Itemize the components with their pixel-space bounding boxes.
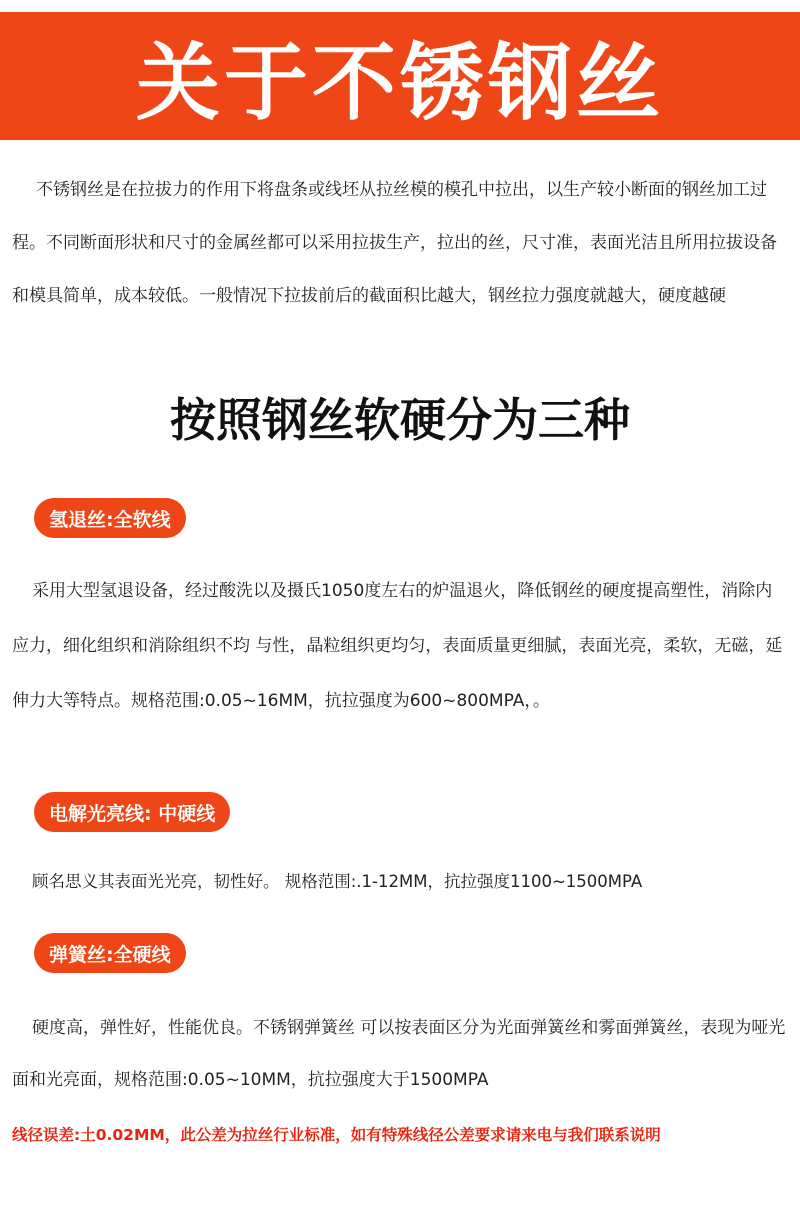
tolerance-note: 线径误差:土0.02MM，此公差为拉丝行业标准，如有特殊线径公差要求请来电与我们联系说明 (12, 1126, 661, 1144)
hydrogen-annealed-description: 采用大型氢退设备，经过酸洗以及摄氏1050度左右的炉温退火，降低钢丝的硬度提高塑性，消除内应力，细化组织和消除组织不均 与性，晶粒组织更均匀，表面质量更细腻，表面光亮，柔软，无磁，延伸力大等特点。规格范围:0.05~16MM，抗拉强度为600~800MPA，。 (12, 581, 783, 711)
section-heading: 按照钢丝软硬分为三种 (170, 393, 630, 447)
tag-spring-wire: 弹簧丝:全硬线 (34, 933, 186, 973)
title-banner (0, 12, 800, 140)
intro-paragraph: 不锈钢丝是在拉拔力的作用下将盘条或线坯从拉丝模的模孔中拉出，以生产较小断面的钢丝加工过程。不同断面形状和尺寸的金属丝都可以采用拉拔生产，拉出的丝，尺寸准，表面光洁且所用拉拔设备和模具简单，成本较低。一般情况下拉拔前后的截面积比越大，钢丝拉力强度就越大，硬度越硬 (12, 180, 777, 306)
spring-wire-description: 硬度高，弹性好，性能优良。不锈钢弹簧丝 可以按表面区分为光面弹簧丝和雾面弹簧丝，表现为哑光面和光亮面，规格范围:0.05~10MM，抗拉强度大于1500MPA (12, 1018, 786, 1090)
page-title: 关于不锈钢丝 (135, 33, 664, 132)
tag-hydrogen-annealed-wire: 氢退丝:全软线 (34, 498, 186, 538)
electrolytic-bright-description: 顾名思义其表面光光亮，韧性好。 规格范围:.1-12MM，抗拉强度1100~1500MPA (32, 872, 643, 891)
tag-electrolytic-bright-wire: 电解光亮线: 中硬线 (34, 792, 230, 832)
